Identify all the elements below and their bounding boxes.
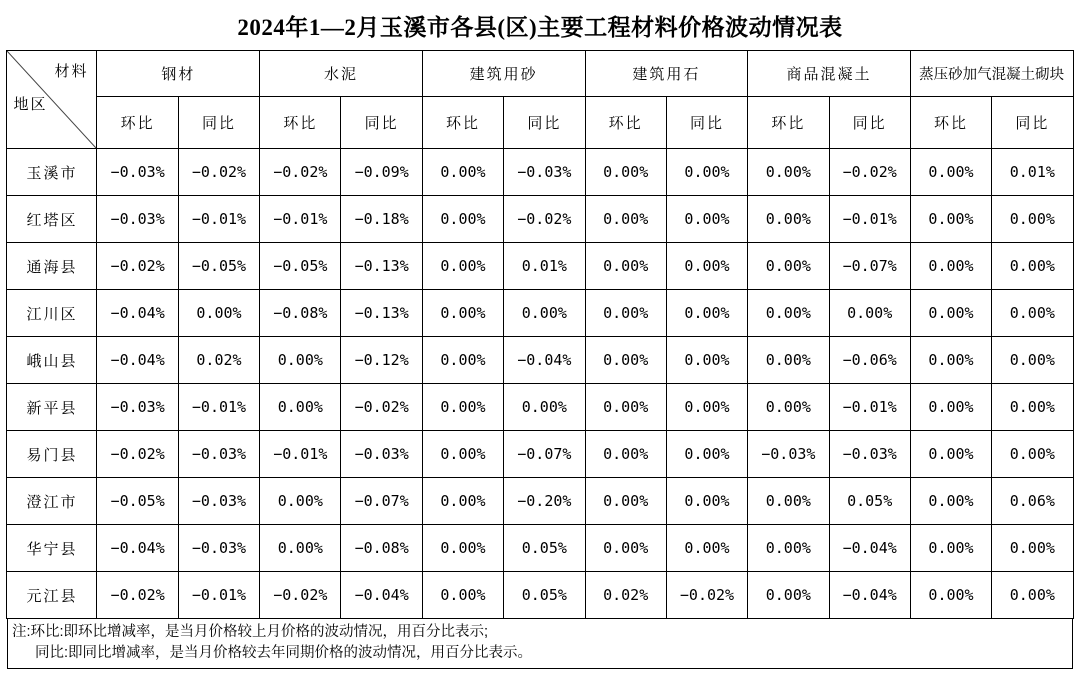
material-header-4: 建筑用石 <box>585 51 748 97</box>
value-cell: −0.03% <box>97 384 178 431</box>
value-cell: 0.00% <box>910 149 991 196</box>
value-cell: 0.00% <box>585 384 666 431</box>
note-line-huanbi: 注:环比:即环比增减率，是当月价格较上月价格的波动情况，用百分比表示; <box>12 624 489 640</box>
page-title: 2024年1—2月玉溪市各县(区)主要工程材料价格波动情况表 <box>237 15 843 40</box>
value-cell: 0.00% <box>910 243 991 290</box>
subheader-6: 同比 <box>504 97 585 149</box>
value-cell: 0.00% <box>666 525 747 572</box>
value-cell: 0.00% <box>422 337 503 384</box>
value-cell: −0.02% <box>829 149 910 196</box>
value-cell: 0.00% <box>260 337 341 384</box>
value-cell: 0.00% <box>992 196 1073 243</box>
value-cell: 0.00% <box>910 525 991 572</box>
value-cell: 0.00% <box>910 478 991 525</box>
value-cell: 0.00% <box>992 337 1073 384</box>
table-row <box>7 572 1073 619</box>
value-cell: −0.01% <box>829 384 910 431</box>
value-cell: 0.00% <box>666 431 747 478</box>
value-cell: 0.00% <box>748 290 829 337</box>
value-cell: −0.03% <box>829 431 910 478</box>
value-cell: −0.04% <box>97 525 178 572</box>
value-cell: 0.00% <box>422 384 503 431</box>
table-row <box>7 290 1073 337</box>
note-line-tongbi: 同比:即同比增减率，是当月价格较去年同期价格的波动情况，用百分比表示。 <box>35 645 533 661</box>
value-cell: −0.02% <box>97 431 178 478</box>
value-cell: 0.00% <box>422 149 503 196</box>
value-cell: 0.00% <box>585 337 666 384</box>
table-row <box>7 431 1073 478</box>
table-header <box>7 51 1073 149</box>
material-header-3: 建筑用砂 <box>422 51 585 97</box>
value-cell: −0.03% <box>178 478 259 525</box>
corner-label-region: 地区 <box>13 96 48 113</box>
value-cell: −0.04% <box>829 525 910 572</box>
subheader-10: 同比 <box>829 97 910 149</box>
value-cell: 0.00% <box>178 290 259 337</box>
region-label: 玉溪市 <box>7 149 97 196</box>
value-cell: −0.01% <box>178 196 259 243</box>
value-cell: −0.05% <box>178 243 259 290</box>
corner-cell <box>7 51 97 149</box>
value-cell: −0.04% <box>504 337 585 384</box>
value-cell: 0.01% <box>992 149 1073 196</box>
table-row <box>7 525 1073 572</box>
region-label: 易门县 <box>7 431 97 478</box>
value-cell: 0.00% <box>666 243 747 290</box>
value-cell: 0.00% <box>748 149 829 196</box>
value-cell: 0.00% <box>260 384 341 431</box>
value-cell: 0.00% <box>910 196 991 243</box>
subheader-8: 同比 <box>666 97 747 149</box>
value-cell: 0.05% <box>829 478 910 525</box>
value-cell: −0.02% <box>260 572 341 619</box>
value-cell: 0.02% <box>585 572 666 619</box>
corner-label-material: 材料 <box>54 63 89 80</box>
value-cell: 0.06% <box>992 478 1073 525</box>
value-cell: −0.02% <box>341 384 422 431</box>
value-cell: −0.02% <box>260 149 341 196</box>
value-cell: −0.05% <box>97 478 178 525</box>
value-cell: −0.13% <box>341 290 422 337</box>
value-cell: 0.00% <box>585 478 666 525</box>
value-cell: −0.09% <box>341 149 422 196</box>
value-cell: 0.00% <box>422 431 503 478</box>
value-cell: 0.00% <box>910 290 991 337</box>
value-cell: −0.01% <box>260 196 341 243</box>
value-cell: −0.03% <box>97 149 178 196</box>
value-cell: −0.02% <box>97 243 178 290</box>
value-cell: −0.01% <box>829 196 910 243</box>
subheader-3: 环比 <box>260 97 341 149</box>
material-header-6: 蒸压砂加气混凝土砌块 <box>910 51 1073 97</box>
value-cell: 0.00% <box>666 384 747 431</box>
subheader-12: 同比 <box>992 97 1073 149</box>
value-cell: −0.03% <box>341 431 422 478</box>
header-row-materials <box>7 51 1073 97</box>
region-label: 元江县 <box>7 572 97 619</box>
value-cell: −0.04% <box>341 572 422 619</box>
material-header-1: 钢材 <box>97 51 260 97</box>
value-cell: 0.00% <box>992 384 1073 431</box>
value-cell: 0.00% <box>748 243 829 290</box>
table-body <box>7 149 1073 619</box>
value-cell: 0.05% <box>504 525 585 572</box>
value-cell: −0.01% <box>178 384 259 431</box>
subheader-5: 环比 <box>422 97 503 149</box>
value-cell: 0.00% <box>992 525 1073 572</box>
value-cell: −0.02% <box>97 572 178 619</box>
value-cell: 0.00% <box>666 149 747 196</box>
value-cell: −0.03% <box>178 525 259 572</box>
value-cell: −0.08% <box>341 525 422 572</box>
value-cell: 0.00% <box>910 431 991 478</box>
value-cell: 0.00% <box>666 337 747 384</box>
value-cell: 0.00% <box>422 478 503 525</box>
value-cell: 0.02% <box>178 337 259 384</box>
value-cell: 0.00% <box>504 384 585 431</box>
value-cell: −0.01% <box>178 572 259 619</box>
table-row <box>7 337 1073 384</box>
value-cell: −0.03% <box>97 196 178 243</box>
region-label: 红塔区 <box>7 196 97 243</box>
table-row <box>7 478 1073 525</box>
subheader-11: 环比 <box>910 97 991 149</box>
value-cell: −0.18% <box>341 196 422 243</box>
value-cell: −0.02% <box>178 149 259 196</box>
value-cell: −0.07% <box>504 431 585 478</box>
value-cell: 0.00% <box>422 243 503 290</box>
value-cell: 0.00% <box>748 525 829 572</box>
value-cell: −0.04% <box>97 290 178 337</box>
value-cell: −0.03% <box>178 431 259 478</box>
value-cell: −0.20% <box>504 478 585 525</box>
table-row <box>7 196 1073 243</box>
value-cell: 0.00% <box>992 243 1073 290</box>
value-cell: 0.00% <box>422 290 503 337</box>
value-cell: 0.00% <box>422 572 503 619</box>
value-cell: 0.00% <box>910 337 991 384</box>
region-label: 澄江市 <box>7 478 97 525</box>
value-cell: −0.12% <box>341 337 422 384</box>
value-cell: −0.04% <box>97 337 178 384</box>
value-cell: 0.00% <box>666 290 747 337</box>
value-cell: 0.00% <box>748 572 829 619</box>
price-table <box>6 50 1073 619</box>
value-cell: −0.03% <box>504 149 585 196</box>
value-cell: −0.07% <box>829 243 910 290</box>
region-label: 通海县 <box>7 243 97 290</box>
value-cell: 0.00% <box>910 384 991 431</box>
value-cell: 0.00% <box>422 525 503 572</box>
value-cell: 0.05% <box>504 572 585 619</box>
region-label: 峨山县 <box>7 337 97 384</box>
region-label: 江川区 <box>7 290 97 337</box>
subheader-9: 环比 <box>748 97 829 149</box>
value-cell: 0.00% <box>748 384 829 431</box>
subheader-1: 环比 <box>97 97 178 149</box>
value-cell: 0.00% <box>992 290 1073 337</box>
value-cell: −0.07% <box>341 478 422 525</box>
material-header-2: 水泥 <box>260 51 423 97</box>
value-cell: −0.08% <box>260 290 341 337</box>
material-header-5: 商品混凝土 <box>748 51 911 97</box>
value-cell: −0.04% <box>829 572 910 619</box>
value-cell: 0.00% <box>910 572 991 619</box>
value-cell: −0.01% <box>260 431 341 478</box>
value-cell: 0.00% <box>585 290 666 337</box>
subheader-7: 环比 <box>585 97 666 149</box>
value-cell: 0.00% <box>829 290 910 337</box>
value-cell: 0.00% <box>585 149 666 196</box>
table-row <box>7 384 1073 431</box>
value-cell: 0.00% <box>585 525 666 572</box>
region-label: 华宁县 <box>7 525 97 572</box>
region-label: 新平县 <box>7 384 97 431</box>
value-cell: −0.02% <box>666 572 747 619</box>
value-cell: 0.00% <box>585 243 666 290</box>
value-cell: 0.00% <box>666 478 747 525</box>
notes <box>7 619 1073 669</box>
value-cell: −0.06% <box>829 337 910 384</box>
value-cell: 0.00% <box>585 431 666 478</box>
value-cell: −0.02% <box>504 196 585 243</box>
value-cell: −0.03% <box>748 431 829 478</box>
value-cell: 0.00% <box>992 431 1073 478</box>
table-row <box>7 243 1073 290</box>
value-cell: 0.00% <box>260 478 341 525</box>
subheader-4: 同比 <box>341 97 422 149</box>
value-cell: 0.00% <box>666 196 747 243</box>
value-cell: 0.00% <box>422 196 503 243</box>
subheader-2: 同比 <box>178 97 259 149</box>
table-row <box>7 149 1073 196</box>
value-cell: 0.00% <box>748 337 829 384</box>
value-cell: 0.00% <box>748 478 829 525</box>
header-row-subheaders <box>7 97 1073 149</box>
page <box>0 9 1080 679</box>
value-cell: 0.00% <box>748 196 829 243</box>
value-cell: 0.01% <box>504 243 585 290</box>
value-cell: 0.00% <box>585 196 666 243</box>
value-cell: −0.05% <box>260 243 341 290</box>
value-cell: −0.13% <box>341 243 422 290</box>
value-cell: 0.00% <box>504 290 585 337</box>
value-cell: 0.00% <box>992 572 1073 619</box>
value-cell: 0.00% <box>260 525 341 572</box>
